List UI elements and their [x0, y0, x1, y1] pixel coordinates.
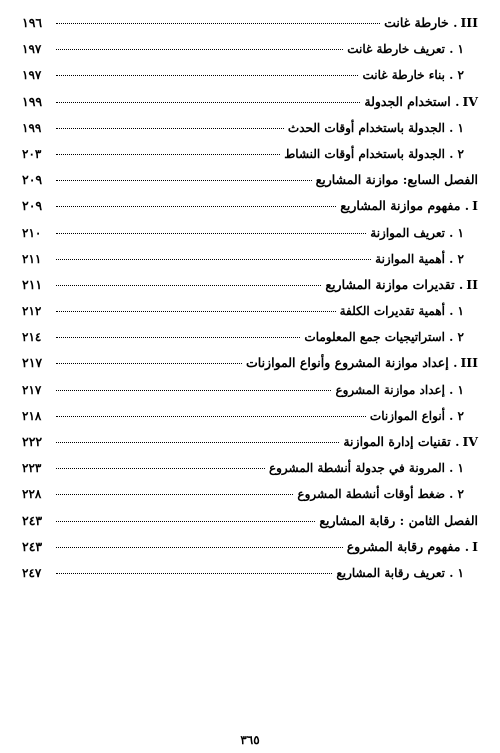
toc-entry-text: ١ . المرونة في جدولة أنشطة المشروع — [268, 461, 464, 476]
toc-entry-text: . مفهوم موازنة المشاريع — [340, 198, 470, 214]
toc-entry-title — [325, 272, 478, 298]
toc-page-number: ١٩٩ — [22, 120, 42, 135]
toc-entry-title — [269, 455, 464, 481]
dot-leader — [56, 573, 332, 574]
toc-page-number: ١٩٦ — [22, 15, 43, 30]
toc-section-numeral: IV — [462, 93, 478, 109]
toc-entry-title — [370, 403, 464, 429]
toc-page-number: ٢٤٣ — [22, 512, 43, 528]
toc-section-numeral: II — [466, 276, 478, 292]
toc-entry-title — [340, 298, 464, 324]
toc-chapter-row — [22, 508, 478, 534]
toc-entry-title — [370, 220, 464, 246]
toc-section-row — [22, 429, 478, 455]
toc-entry-text: ٢ . استراتيجيات جمع المعلومات — [304, 330, 464, 345]
toc-entry-title — [347, 534, 478, 560]
toc-entry-title — [297, 481, 464, 507]
toc-page-number: ٢١٧ — [22, 382, 42, 397]
toc-entry-text: ١ . تعريف رقابة المشاريع — [336, 565, 464, 580]
toc-entry-text: . استخدام الجدولة — [364, 93, 460, 109]
toc-subentry-row — [22, 62, 478, 88]
toc-page-number: ٢٠٣ — [22, 146, 42, 161]
toc-entry-title — [375, 246, 464, 272]
toc-entry-text: . خارطة غانت — [384, 15, 458, 30]
toc-page-number: ٢١٧ — [22, 355, 43, 371]
toc-page-number: ١٩٧ — [22, 42, 42, 57]
toc-entry-text: ٢ . بناء خارطة غانت — [362, 68, 464, 83]
dot-leader — [56, 337, 300, 338]
toc-entry-text: . إعداد موازنة المشروع وأنواع الموازنات — [246, 355, 458, 371]
toc-entry-text: ٢ . أنواع الموازنات — [369, 408, 464, 423]
toc-section-row — [22, 350, 478, 376]
dot-leader — [56, 102, 360, 103]
toc-entry-title — [284, 141, 464, 167]
dot-leader — [56, 206, 336, 207]
toc-subentry-row — [22, 141, 478, 167]
toc-entry-text: ١ . الجدولة باستخدام أوقات الحدث — [287, 120, 464, 135]
toc-entry-text: . مفهوم رقابة المشروع — [346, 538, 470, 554]
toc-entry-title — [335, 377, 464, 403]
dot-leader — [56, 494, 293, 495]
toc-entry-title — [316, 167, 478, 193]
toc-page-number: ٢٢٢ — [22, 434, 43, 449]
toc-entry-title — [340, 193, 478, 219]
dot-leader — [56, 521, 315, 522]
dot-leader — [56, 311, 336, 312]
table-of-contents — [22, 10, 478, 586]
toc-subentry-row — [22, 560, 478, 586]
toc-entry-title — [347, 36, 464, 62]
toc-page-number: ١٩٩ — [22, 93, 43, 109]
toc-section-row — [22, 89, 478, 115]
toc-section-numeral: I — [472, 198, 478, 214]
dot-leader — [56, 468, 265, 469]
toc-page-number: ٢١٤ — [22, 330, 42, 345]
toc-section-row — [22, 193, 478, 219]
toc-section-row — [22, 272, 478, 298]
dot-leader — [56, 128, 284, 129]
dot-leader — [56, 154, 280, 155]
dot-leader — [56, 547, 343, 548]
toc-entry-text: ٢ . الجدولة باستخدام أوقات النشاط — [284, 146, 464, 161]
toc-page-number: ٢١٨ — [22, 408, 42, 423]
toc-entry-title — [304, 324, 464, 350]
toc-entry-text: ١ . أهمية تقديرات الكلفة — [339, 304, 464, 319]
toc-section-numeral: IV — [462, 434, 478, 449]
toc-entry-text: ١ . تعريف خارطة غانت — [347, 42, 464, 57]
toc-entry-text: الفصل الثامن : رقابة المشاريع — [319, 512, 478, 528]
toc-subentry-row — [22, 115, 478, 141]
toc-subentry-row — [22, 455, 478, 481]
page-number: ٣٦٥ — [240, 733, 260, 747]
toc-page-number: ٢٢٨ — [22, 487, 42, 502]
toc-entry-title — [288, 115, 464, 141]
toc-page-number: ٢١١ — [22, 276, 43, 292]
toc-section-numeral: I — [472, 538, 478, 554]
toc-page-number: ٢١٠ — [22, 225, 42, 240]
toc-page-number: ٢١٢ — [22, 304, 42, 319]
toc-subentry-row — [22, 36, 478, 62]
toc-section-numeral: III — [460, 15, 478, 30]
toc-subentry-row — [22, 377, 478, 403]
dot-leader — [56, 442, 339, 443]
dot-leader — [56, 233, 366, 234]
toc-entry-title — [343, 429, 478, 455]
toc-entry-title — [336, 560, 464, 586]
toc-page-number: ٢١١ — [22, 251, 42, 266]
dot-leader — [56, 49, 343, 50]
toc-page-number: ٢٤٣ — [22, 538, 43, 554]
dot-leader — [56, 416, 366, 417]
dot-leader — [56, 363, 242, 364]
toc-page-number: ١٩٧ — [22, 68, 42, 83]
toc-subentry-row — [22, 481, 478, 507]
toc-section-numeral: III — [460, 355, 478, 371]
toc-entry-text: ٢ . ضغط أوقات أنشطة المشروع — [297, 487, 464, 502]
toc-page-number: ٢٢٣ — [22, 461, 42, 476]
toc-subentry-row — [22, 220, 478, 246]
toc-section-row — [22, 534, 478, 560]
toc-entry-text: ١ . تعريف الموازنة — [370, 225, 464, 240]
toc-chapter-row — [22, 167, 478, 193]
toc-subentry-row — [22, 403, 478, 429]
dot-leader — [56, 75, 358, 76]
toc-page-number: ٢٠٩ — [22, 198, 43, 214]
toc-entry-text: الفصل السابع: موازنة المشاريع — [315, 172, 478, 188]
dot-leader — [56, 390, 331, 391]
toc-entry-title — [384, 10, 478, 36]
toc-section-row — [22, 10, 478, 36]
toc-page-number: ٢٠٩ — [22, 172, 43, 188]
dot-leader — [56, 23, 380, 24]
toc-subentry-row — [22, 298, 478, 324]
toc-page-number: ٢٤٧ — [22, 565, 42, 580]
toc-entry-text: ١ . إعداد موازنة المشروع — [335, 382, 464, 397]
dot-leader — [56, 259, 371, 260]
toc-entry-title — [246, 350, 478, 376]
toc-entry-text: . تقديرات موازنة المشاريع — [325, 276, 464, 292]
toc-subentry-row — [22, 324, 478, 350]
toc-entry-text: ٢ . أهمية الموازنة — [375, 251, 464, 266]
toc-subentry-row — [22, 246, 478, 272]
dot-leader — [56, 180, 312, 181]
toc-entry-text: . تقنيات إدارة الموازنة — [343, 434, 460, 449]
toc-entry-title — [362, 62, 464, 88]
dot-leader — [56, 285, 321, 286]
toc-entry-title — [364, 89, 478, 115]
toc-entry-title — [319, 508, 478, 534]
